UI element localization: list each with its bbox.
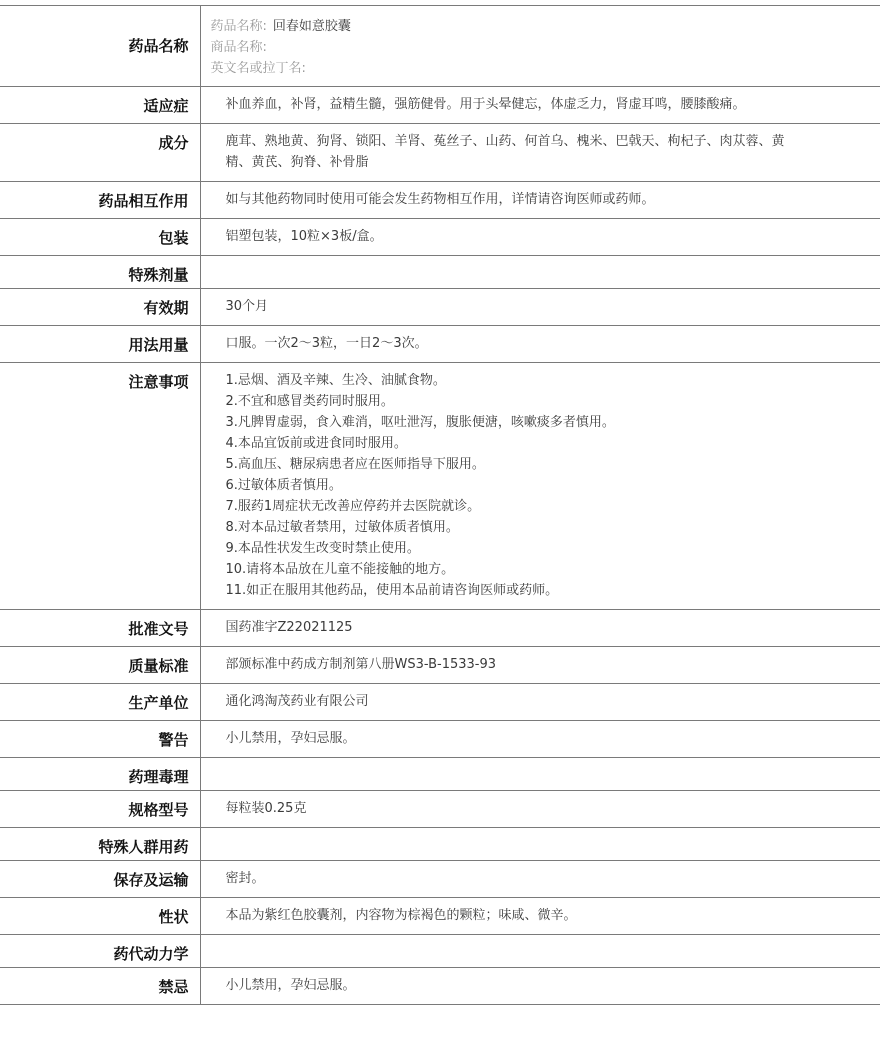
table-row [0, 256, 880, 289]
row-label-pharmacokinetics: 药代动力学 [0, 935, 200, 968]
row-value-pharmacology [200, 758, 880, 791]
list-item: 11.如正在服用其他药品，使用本品前请咨询医师或药师。 [225, 583, 559, 598]
row-value-indications: 补血养血，补肾，益精生髓，强筋健骨。用于头晕健忘，体虚乏力，肾虚耳鸣，腰膝酸痛。 [200, 87, 880, 124]
row-value-description: 本品为紫红色胶囊剂，内容物为棕褐色的颗粒；味咸、微辛。 [200, 898, 880, 935]
table-row [0, 758, 880, 791]
row-value-special-population [200, 828, 880, 861]
generic-name-line [211, 16, 869, 37]
table-row [0, 610, 880, 647]
drug-spec-table [0, 5, 880, 1005]
table-row [0, 721, 880, 758]
row-value-interactions: 如与其他药物同时使用可能会发生药物相互作用，详情请咨询医师或药师。 [200, 182, 880, 219]
row-label-ingredients: 成分 [0, 124, 200, 182]
row-label-cautions: 注意事项 [0, 363, 200, 610]
list-item: 9.本品性状发生改变时禁止使用。 [225, 541, 420, 556]
table-row [0, 182, 880, 219]
table-row [0, 935, 880, 968]
row-value-contraindications: 小儿禁用，孕妇忌服。 [200, 968, 880, 1005]
row-label-shelf-life: 有效期 [0, 289, 200, 326]
table-row [0, 791, 880, 828]
list-item: 6.过敏体质者慎用。 [225, 478, 342, 493]
list-item: 8.对本品过敏者禁用，过敏体质者慎用。 [225, 520, 459, 535]
list-item: 10.请将本品放在儿童不能接触的地方。 [225, 562, 455, 577]
row-label-manufacturer: 生产单位 [0, 684, 200, 721]
row-label-storage: 保存及运输 [0, 861, 200, 898]
row-label-approval-no: 批准文号 [0, 610, 200, 647]
row-label-indications: 适应症 [0, 87, 200, 124]
row-value-quality-std: 部颁标准中药成方制剂第八册WS3-B-1533-93 [200, 647, 880, 684]
table-row [0, 219, 880, 256]
table-row [0, 898, 880, 935]
row-label-description: 性状 [0, 898, 200, 935]
row-label-specification: 规格型号 [0, 791, 200, 828]
row-value-ingredients: 鹿茸、熟地黄、狗肾、锁阳、羊肾、菟丝子、山药、何首乌、槐米、巴戟天、枸杞子、肉苁蓉、黄精、黄芪、狗脊、补骨脂 [200, 124, 880, 182]
english-name-line [211, 58, 869, 79]
list-item: 1.忌烟、酒及辛辣、生冷、油腻食物。 [225, 373, 446, 388]
table-row [0, 861, 880, 898]
list-item: 4.本品宜饭前或进食同时服用。 [225, 436, 407, 451]
row-label-contraindications: 禁忌 [0, 968, 200, 1005]
table-row [0, 968, 880, 1005]
row-value-manufacturer: 通化鸿淘茂药业有限公司 [200, 684, 880, 721]
caution-list [226, 370, 869, 601]
generic-name-key: 药品名称: [210, 19, 267, 34]
row-value-special-dosage [200, 256, 880, 289]
table-row [0, 326, 880, 363]
row-label-quality-std: 质量标准 [0, 647, 200, 684]
list-item: 7.服药1周症状无改善应停药并去医院就诊。 [225, 499, 481, 514]
row-label-special-dosage: 特殊剂量 [0, 256, 200, 289]
row-value-shelf-life: 30个月 [200, 289, 880, 326]
row-label-special-population: 特殊人群用药 [0, 828, 200, 861]
table-row [0, 6, 880, 87]
row-value-cautions [200, 363, 880, 610]
trade-name-key: 商品名称: [210, 40, 267, 55]
table-row [0, 289, 880, 326]
row-value-warning: 小儿禁用，孕妇忌服。 [200, 721, 880, 758]
table-row [0, 828, 880, 861]
list-item: 5.高血压、糖尿病患者应在医师指导下服用。 [225, 457, 485, 472]
row-label-package: 包装 [0, 219, 200, 256]
row-value-specification: 每粒装0.25克 [200, 791, 880, 828]
generic-name-value: 回春如意胶囊 [272, 19, 351, 34]
row-label-drug-name: 药品名称 [0, 6, 200, 87]
list-item: 3.凡脾胃虚弱，食入难消，呕吐泄泻，腹胀便溏，咳嗽痰多者慎用。 [225, 415, 615, 430]
row-label-interactions: 药品相互作用 [0, 182, 200, 219]
table-row [0, 363, 880, 610]
list-item: 2.不宜和感冒类药同时服用。 [225, 394, 394, 409]
row-label-warning: 警告 [0, 721, 200, 758]
table-row [0, 684, 880, 721]
row-value-storage: 密封。 [200, 861, 880, 898]
row-value-pharmacokinetics [200, 935, 880, 968]
english-name-key: 英文名或拉丁名: [210, 61, 306, 76]
table-row [0, 647, 880, 684]
row-label-usage: 用法用量 [0, 326, 200, 363]
row-value-package: 铝塑包装，10粒×3板/盒。 [200, 219, 880, 256]
table-row [0, 87, 880, 124]
drug-name-cell [200, 6, 880, 87]
trade-name-line [211, 37, 869, 58]
table-row [0, 124, 880, 182]
row-value-approval-no: 国药准字Z22021125 [200, 610, 880, 647]
row-label-pharmacology: 药理毒理 [0, 758, 200, 791]
row-value-usage: 口服。一次2～3粒，一日2～3次。 [200, 326, 880, 363]
